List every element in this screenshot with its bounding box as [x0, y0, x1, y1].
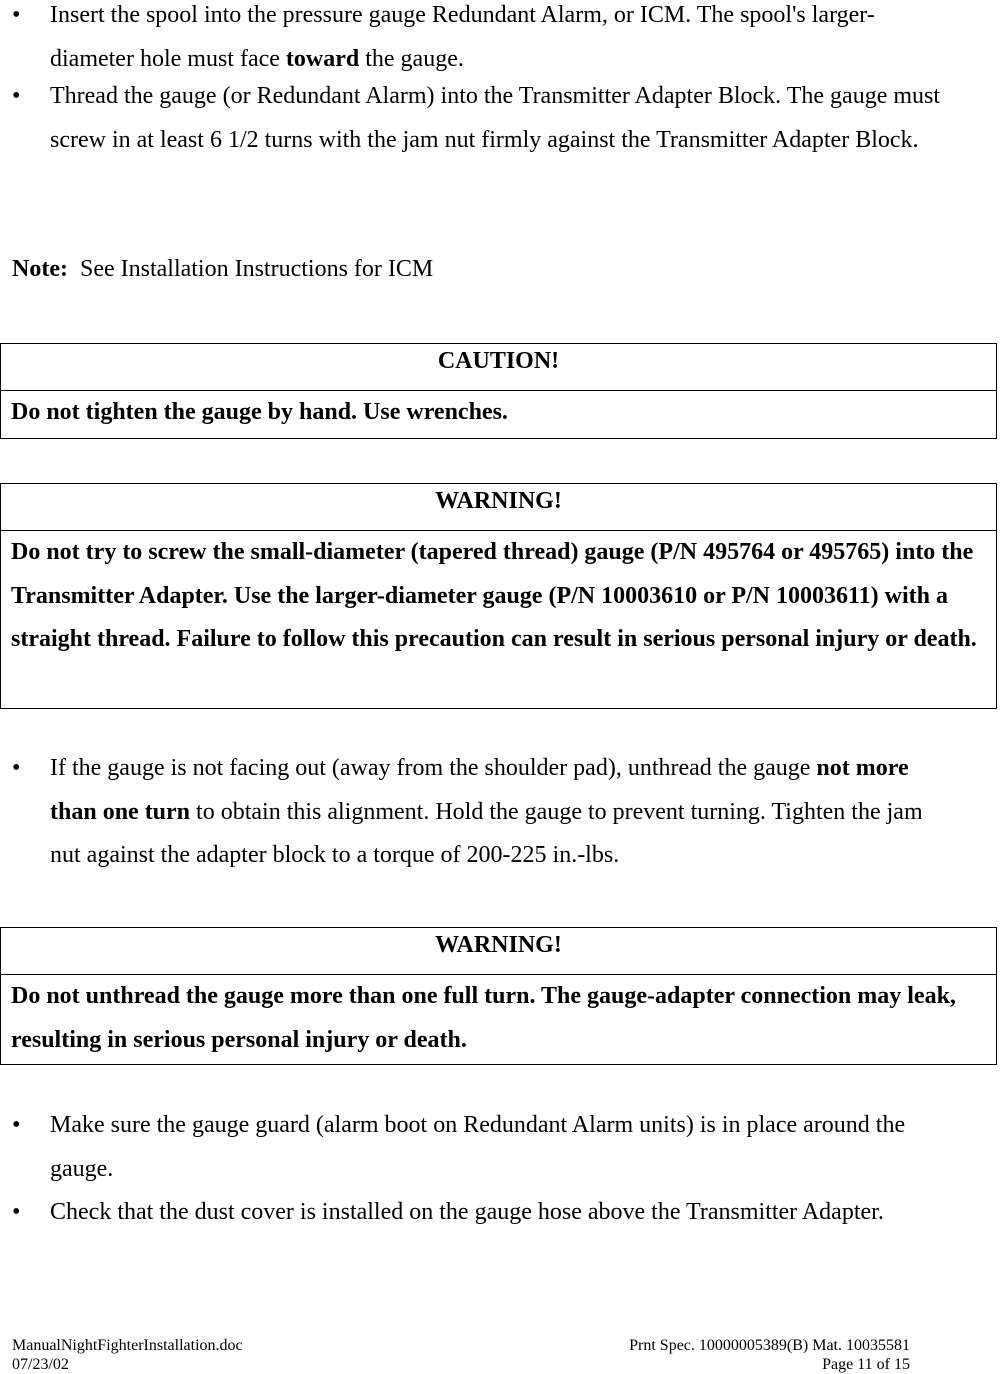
bullet-icon: •	[12, 755, 21, 781]
bullet-text	[50, 75, 952, 162]
text-run: Check that the dust cover is installed on the gauge hose above the Transmitter Adapter.	[50, 1199, 884, 1225]
note-label: Note:	[12, 256, 68, 282]
instruction-bullet-alignment	[12, 747, 952, 878]
caution-title: CAUTION!	[1, 344, 996, 391]
text-run: to obtain this alignment. Hold the gauge to prevent turning. Tighten the jam nut against the adapter block to a torque of 200-225 in.-lbs.	[50, 798, 923, 868]
warning-box-unthread	[0, 927, 997, 1065]
footer-page: Page 11 of 15	[822, 1356, 910, 1373]
caution-box	[0, 343, 997, 439]
text-run: the gauge.	[359, 45, 464, 72]
warning-body: Do not unthread the gauge more than one full turn. The gauge-adapter connection may leak, resulting in serious personal injury or death.	[11, 983, 956, 1053]
instruction-bullet-insert-spool	[12, 0, 952, 81]
warning-title: WARNING!	[1, 484, 996, 531]
text-run: Thread the gauge (or Redundant Alarm) into the Transmitter Adapter Block. The gauge must screw in at least 6 1/2 turns with the jam nut firmly against the Transmitter Adapter Block.	[50, 83, 941, 153]
footer-date: 07/23/02	[12, 1356, 69, 1373]
instruction-bullet-thread-gauge	[12, 75, 952, 162]
caution-body: Do not tighten the gauge by hand. Use wrenches.	[11, 399, 508, 425]
instruction-bullet-gauge-guard	[12, 1104, 952, 1191]
emphasis-text: not more than one turn	[50, 755, 909, 825]
bullet-text	[50, 1191, 952, 1235]
footer-row-1	[12, 1336, 910, 1355]
note-text: See Installation Instructions for ICM	[79, 256, 434, 282]
emphasis-text: toward	[285, 45, 360, 72]
bullet-text	[50, 1104, 952, 1191]
bullet-icon: •	[12, 83, 21, 109]
note-line	[12, 249, 433, 289]
bullet-icon: •	[12, 2, 21, 28]
warning-body: Do not try to screw the small-diameter (tapered thread) gauge (P/N 495764 or 495765) into the Transmitter Adapter. Use the larger-diameter gauge (P/N 10003610 or P/N 10003611) with a straight thread. Failure to follow this precaution can result in serious personal injury or death.	[11, 539, 977, 652]
bullet-icon: •	[12, 1199, 21, 1225]
instruction-bullet-dust-cover	[12, 1191, 952, 1235]
footer-spec: Prnt Spec. 10000005389(B) Mat. 10035581	[629, 1337, 910, 1354]
bullet-text	[50, 747, 952, 878]
text-run: Make sure the gauge guard (alarm boot on Redundant Alarm units) is in place around the gauge.	[50, 1112, 906, 1182]
footer-filename: ManualNightFighterInstallation.doc	[12, 1337, 243, 1354]
bullet-icon: •	[12, 1112, 21, 1138]
warning-box-gauge-type	[0, 483, 997, 709]
warning-title: WARNING!	[1, 928, 996, 975]
text-run: If the gauge is not facing out (away from the shoulder pad), unthread the gauge	[50, 755, 817, 781]
bullet-text	[50, 0, 952, 81]
text-run: Insert the spool into the pressure gauge Redundant Alarm, or ICM. The spool's larger-diameter hole must face	[50, 2, 875, 72]
footer-row-2	[12, 1355, 910, 1374]
